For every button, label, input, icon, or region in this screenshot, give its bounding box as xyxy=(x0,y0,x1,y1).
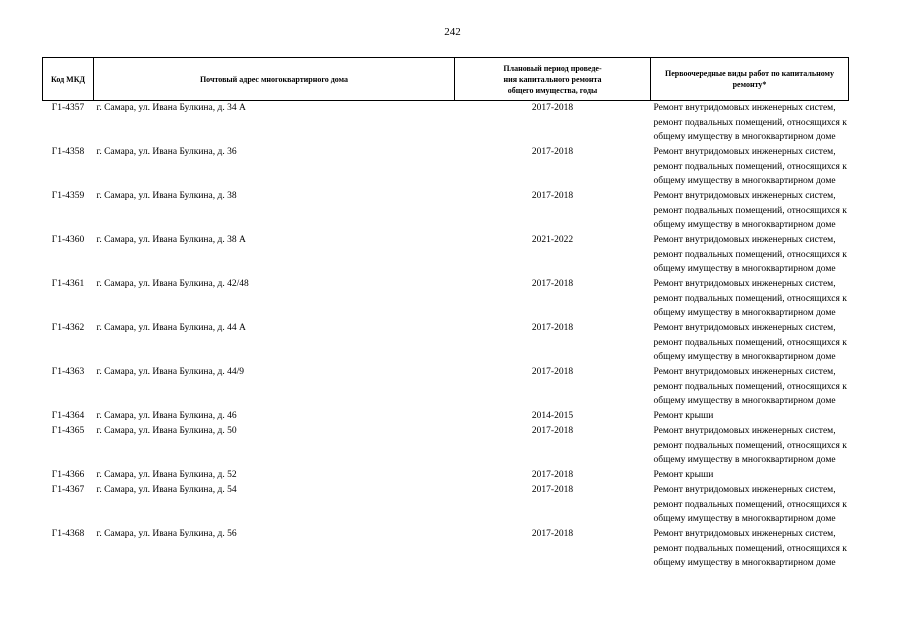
table-row xyxy=(43,483,849,527)
header-period-line: Плановый период проведе- xyxy=(503,63,602,73)
repair-works-line: общему имуществу в многоквартирном доме xyxy=(653,132,836,142)
repair-period: 2017-2018 xyxy=(531,470,574,480)
repair-works-line: Ремонт внутридомовых инженерных систем, xyxy=(653,235,836,245)
header-code: Код МКД xyxy=(43,58,94,101)
building-code: Г1-4357 xyxy=(51,103,85,113)
building-address: г. Самара, ул. Ивана Булкина, д. 44 А xyxy=(96,323,246,333)
repair-works-line: Ремонт внутридомовых инженерных систем, xyxy=(653,367,836,377)
building-address: г. Самара, ул. Ивана Булкина, д. 50 xyxy=(96,426,237,436)
repair-period: 2017-2018 xyxy=(531,279,574,289)
repair-works-line: ремонт подвальных помещений, относящихся к xyxy=(653,249,847,260)
repair-period: 2017-2018 xyxy=(531,485,574,495)
table-row xyxy=(43,468,849,483)
header-period-line: ния капитального ремонта xyxy=(503,74,602,84)
header-period xyxy=(455,58,651,101)
building-address: г. Самара, ул. Ивана Булкина, д. 52 xyxy=(96,470,237,480)
building-address: г. Самара, ул. Ивана Булкина, д. 44/9 xyxy=(96,367,244,377)
repair-works-line: общему имуществу в многоквартирном доме xyxy=(653,455,836,465)
building-code: Г1-4364 xyxy=(51,411,85,421)
table-row xyxy=(43,424,849,468)
repair-works-line: ремонт подвальных помещений, относящихся к xyxy=(653,161,847,172)
repair-works xyxy=(651,365,849,409)
building-registry-table xyxy=(42,57,849,571)
building-code: Г1-4367 xyxy=(51,485,85,495)
table-row xyxy=(43,409,849,424)
repair-works-line: ремонт подвальных помещений, относящихся к xyxy=(653,440,847,451)
repair-works-line: Ремонт внутридомовых инженерных систем, xyxy=(653,191,836,201)
building-code: Г1-4368 xyxy=(51,529,85,539)
table-row xyxy=(43,189,849,233)
building-code: Г1-4365 xyxy=(51,426,85,436)
building-code: Г1-4366 xyxy=(51,470,85,480)
repair-works-line: ремонт подвальных помещений, относящихся к xyxy=(653,205,847,216)
repair-period: 2017-2018 xyxy=(531,147,574,157)
repair-period: 2017-2018 xyxy=(531,529,574,539)
repair-works-line: ремонт подвальных помещений, относящихся к xyxy=(653,381,847,392)
building-code: Г1-4362 xyxy=(51,323,85,333)
repair-period: 2017-2018 xyxy=(531,367,574,377)
building-code: Г1-4358 xyxy=(51,147,85,157)
repair-works xyxy=(651,424,849,468)
repair-works xyxy=(651,321,849,365)
repair-works-line: Ремонт внутридомовых инженерных систем, xyxy=(653,485,836,495)
repair-works-line: ремонт подвальных помещений, относящихся к xyxy=(653,543,847,554)
building-code: Г1-4360 xyxy=(51,235,85,245)
repair-period: 2021-2022 xyxy=(531,235,574,245)
repair-works-line: Ремонт крыши xyxy=(653,470,714,480)
building-code: Г1-4361 xyxy=(51,279,85,289)
repair-works xyxy=(651,233,849,277)
table-row xyxy=(43,321,849,365)
repair-period: 2017-2018 xyxy=(531,103,574,113)
header-period-line: общего имущества, годы xyxy=(507,85,598,95)
repair-works-line: общему имуществу в многоквартирном доме xyxy=(653,352,836,362)
repair-works-line: общему имуществу в многоквартирном доме xyxy=(653,558,836,568)
building-address: г. Самара, ул. Ивана Булкина, д. 42/48 xyxy=(96,279,249,289)
repair-works-line: Ремонт внутридомовых инженерных систем, xyxy=(653,103,836,113)
repair-works-line: общему имуществу в многоквартирном доме xyxy=(653,220,836,230)
repair-works-line: общему имуществу в многоквартирном доме xyxy=(653,396,836,406)
table-row xyxy=(43,145,849,189)
repair-works xyxy=(651,145,849,189)
repair-works xyxy=(651,468,849,483)
building-address: г. Самара, ул. Ивана Булкина, д. 46 xyxy=(96,411,237,421)
repair-works-line: Ремонт внутридомовых инженерных систем, xyxy=(653,323,836,333)
table-row xyxy=(43,101,849,146)
building-address: г. Самара, ул. Ивана Булкина, д. 36 xyxy=(96,147,237,157)
repair-period: 2017-2018 xyxy=(531,191,574,201)
repair-works-line: ремонт подвальных помещений, относящихся к xyxy=(653,293,847,304)
building-address: г. Самара, ул. Ивана Булкина, д. 38 xyxy=(96,191,237,201)
repair-works-line: ремонт подвальных помещений, относящихся к xyxy=(653,499,847,510)
table-body xyxy=(43,101,849,572)
repair-period: 2017-2018 xyxy=(531,323,574,333)
header-address: Почтовый адрес многоквартирного дома xyxy=(94,58,455,101)
table-row xyxy=(43,233,849,277)
building-address: г. Самара, ул. Ивана Булкина, д. 38 А xyxy=(96,235,246,245)
repair-works-line: общему имуществу в многоквартирном доме xyxy=(653,514,836,524)
repair-works-line: Ремонт внутридомовых инженерных систем, xyxy=(653,529,836,539)
building-code: Г1-4359 xyxy=(51,191,85,201)
repair-works xyxy=(651,189,849,233)
table-row xyxy=(43,365,849,409)
header-works-line: ремонту* xyxy=(732,80,767,89)
building-code: Г1-4363 xyxy=(51,367,85,377)
table-header-row xyxy=(43,58,849,101)
repair-works-line: общему имуществу в многоквартирном доме xyxy=(653,264,836,274)
table-row xyxy=(43,527,849,571)
repair-works-line: общему имуществу в многоквартирном доме xyxy=(653,176,836,186)
header-works xyxy=(651,58,849,101)
header-works-line: Первоочередные виды работ по капитальному xyxy=(664,69,834,78)
building-address: г. Самара, ул. Ивана Булкина, д. 34 А xyxy=(96,103,246,113)
building-address: г. Самара, ул. Ивана Булкина, д. 56 xyxy=(96,529,237,539)
repair-works-line: общему имуществу в многоквартирном доме xyxy=(653,308,836,318)
repair-period: 2017-2018 xyxy=(531,426,574,436)
repair-works xyxy=(651,277,849,321)
repair-works xyxy=(651,483,849,527)
repair-works-line: Ремонт внутридомовых инженерных систем, xyxy=(653,147,836,157)
page-number: 242 xyxy=(444,26,461,38)
repair-period: 2014-2015 xyxy=(531,411,574,421)
repair-works xyxy=(651,527,849,571)
building-address: г. Самара, ул. Ивана Булкина, д. 54 xyxy=(96,485,237,495)
repair-works-line: Ремонт внутридомовых инженерных систем, xyxy=(653,426,836,436)
table-row xyxy=(43,277,849,321)
repair-works-line: Ремонт внутридомовых инженерных систем, xyxy=(653,279,836,289)
repair-works-line: ремонт подвальных помещений, относящихся к xyxy=(653,337,847,348)
repair-works-line: Ремонт крыши xyxy=(653,411,714,421)
repair-works-line: ремонт подвальных помещений, относящихся к xyxy=(653,117,847,128)
repair-works xyxy=(651,101,849,146)
repair-works xyxy=(651,409,849,424)
